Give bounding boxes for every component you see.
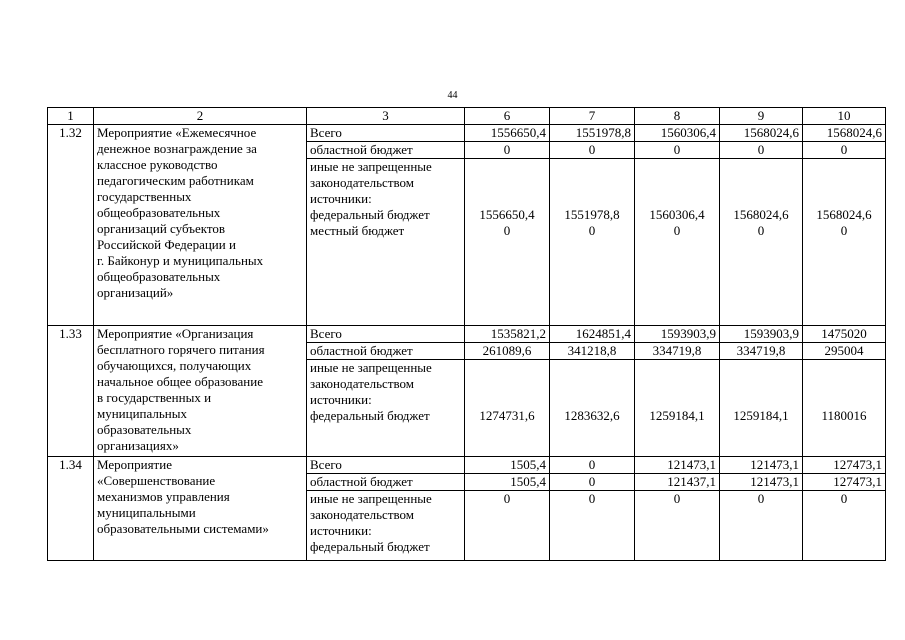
value-cell: 121473,1 xyxy=(720,474,803,491)
column-header: 1 xyxy=(48,108,94,125)
value-cell: 127473,1 xyxy=(803,457,886,474)
value-cell: 295004 xyxy=(803,343,886,360)
value-cell: 1568024,6 xyxy=(803,125,886,142)
column-header: 2 xyxy=(94,108,307,125)
source-label: Всего xyxy=(307,326,465,343)
row-id: 1.33 xyxy=(48,326,94,457)
value-cell: 1274731,6 xyxy=(465,360,550,457)
value-cell: 1568024,6 0 xyxy=(720,159,803,326)
row-id: 1.34 xyxy=(48,457,94,561)
value-cell: 1560306,4 xyxy=(635,125,720,142)
column-header: 3 xyxy=(307,108,465,125)
column-header: 8 xyxy=(635,108,720,125)
value-cell: 334719,8 xyxy=(720,343,803,360)
value-cell: 1259184,1 xyxy=(635,360,720,457)
value-cell: 0 xyxy=(550,491,635,561)
value-cell: 1180016 xyxy=(803,360,886,457)
value-cell: 1593903,9 xyxy=(635,326,720,343)
value-cell: 1283632,6 xyxy=(550,360,635,457)
value-cell: 1624851,4 xyxy=(550,326,635,343)
value-cell: 1259184,1 xyxy=(720,360,803,457)
column-header: 7 xyxy=(550,108,635,125)
value-cell: 0 xyxy=(720,142,803,159)
value-cell: 1505,4 xyxy=(465,457,550,474)
row-description: Мероприятие «Совершенствование механизмов управления муниципальными образовательными системами» xyxy=(94,457,307,561)
value-cell: 334719,8 xyxy=(635,343,720,360)
budget-table xyxy=(47,107,886,561)
value-cell: 121473,1 xyxy=(635,457,720,474)
value-cell: 1560306,4 0 xyxy=(635,159,720,326)
table-row-total xyxy=(48,125,886,142)
value-cell: 261089,6 xyxy=(465,343,550,360)
value-cell: 0 xyxy=(465,491,550,561)
column-header: 9 xyxy=(720,108,803,125)
value-cell: 0 xyxy=(550,474,635,491)
value-cell: 1568024,6 xyxy=(720,125,803,142)
source-label: областной бюджет xyxy=(307,142,465,159)
row-id: 1.32 xyxy=(48,125,94,326)
value-cell: 121437,1 xyxy=(635,474,720,491)
value-cell: 0 xyxy=(635,142,720,159)
value-cell: 0 xyxy=(635,491,720,561)
table-row-total xyxy=(48,326,886,343)
page-number: 44 xyxy=(447,90,458,101)
header-row xyxy=(48,108,886,125)
value-cell: 1505,4 xyxy=(465,474,550,491)
value-cell: 1551978,8 xyxy=(550,125,635,142)
source-label: иные не запрещенные законодательством источники: федеральный бюджет xyxy=(307,360,465,457)
value-cell: 341218,8 xyxy=(550,343,635,360)
value-cell: 1535821,2 xyxy=(465,326,550,343)
value-cell: 0 xyxy=(550,457,635,474)
row-description: Мероприятие «Ежемесячное денежное вознаграждение за классное руководство педагогическим работникам государственных общеобразовательных организаций субъектов Российской Федерации и г. Байконур и муниципальных общеобразовательных организаций» xyxy=(94,125,307,326)
value-cell: 0 xyxy=(550,142,635,159)
table-row-total xyxy=(48,457,886,474)
value-cell: 1593903,9 xyxy=(720,326,803,343)
value-cell: 0 xyxy=(803,491,886,561)
source-label: областной бюджет xyxy=(307,343,465,360)
value-cell: 121473,1 xyxy=(720,457,803,474)
source-label: иные не запрещенные законодательством источники: федеральный бюджет xyxy=(307,491,465,561)
column-header: 10 xyxy=(803,108,886,125)
value-cell: 1556650,4 xyxy=(465,125,550,142)
row-description: Мероприятие «Организация бесплатного горячего питания обучающихся, получающих начальное общее образование в государственных и муниципальных образовательных организациях» xyxy=(94,326,307,457)
value-cell: 1556650,4 0 xyxy=(465,159,550,326)
source-label: Всего xyxy=(307,125,465,142)
value-cell: 0 xyxy=(720,491,803,561)
value-cell: 1551978,8 0 xyxy=(550,159,635,326)
column-header: 6 xyxy=(465,108,550,125)
value-cell: 127473,1 xyxy=(803,474,886,491)
value-cell: 0 xyxy=(803,142,886,159)
source-label: иные не запрещенные законодательством источники: федеральный бюджет местный бюджет xyxy=(307,159,465,326)
value-cell: 1568024,6 0 xyxy=(803,159,886,326)
source-label: областной бюджет xyxy=(307,474,465,491)
value-cell: 0 xyxy=(465,142,550,159)
value-cell: 1475020 xyxy=(803,326,886,343)
source-label: Всего xyxy=(307,457,465,474)
